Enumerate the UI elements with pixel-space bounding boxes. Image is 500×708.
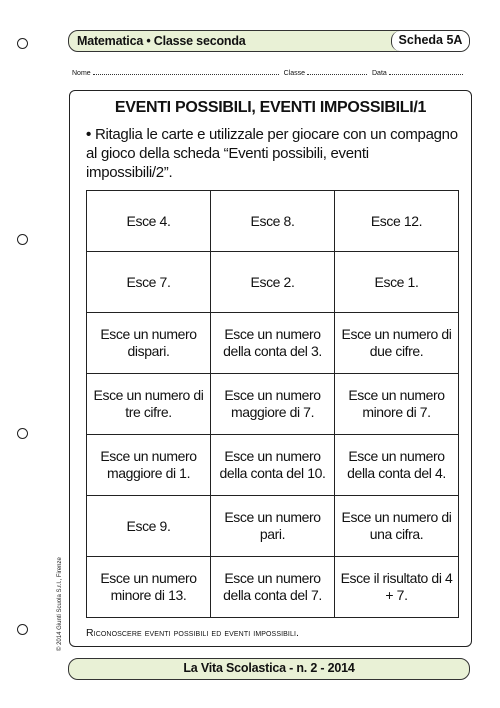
cards-grid bbox=[86, 190, 459, 618]
card: Esce 1. bbox=[335, 252, 459, 313]
learning-objective: Riconoscere eventi possibili ed eventi impossibili. bbox=[86, 627, 300, 639]
date-label: Data bbox=[372, 70, 387, 77]
date-field[interactable] bbox=[389, 67, 463, 75]
card-row bbox=[87, 496, 459, 557]
binder-hole-top bbox=[17, 38, 28, 49]
class-label: Classe bbox=[283, 70, 306, 77]
binder-hole-upper-middle bbox=[17, 234, 28, 245]
card-row bbox=[87, 435, 459, 496]
footer-bar: La Vita Scolastica - n. 2 - 2014 bbox=[68, 658, 470, 680]
card: Esce un numero della conta del 7. bbox=[211, 557, 335, 618]
card: Esce 12. bbox=[335, 191, 459, 252]
card: Esce un numero di tre cifre. bbox=[87, 374, 211, 435]
card: Esce 2. bbox=[211, 252, 335, 313]
header-subject: Matematica • Classe seconda bbox=[77, 34, 246, 48]
card-row bbox=[87, 313, 459, 374]
bullet-icon: • bbox=[86, 126, 91, 143]
card: Esce un numero minore di 7. bbox=[335, 374, 459, 435]
card: Esce 9. bbox=[87, 496, 211, 557]
card: Esce un numero pari. bbox=[211, 496, 335, 557]
worksheet-frame bbox=[69, 90, 472, 647]
card: Esce un numero maggiore di 1. bbox=[87, 435, 211, 496]
name-field[interactable] bbox=[93, 67, 279, 75]
class-field[interactable] bbox=[307, 67, 367, 75]
student-info-line bbox=[72, 67, 472, 79]
copyright-notice: © 2014 Giunti Scuola S.r.l., Firenze bbox=[57, 557, 63, 651]
card-row bbox=[87, 252, 459, 313]
instruction-text: Ritaglia le carte e utilizzale per giocare con un compagno al gioco della scheda “Eventi possibili, eventi impossibili/2”. bbox=[86, 126, 458, 181]
worksheet-title: EVENTI POSSIBILI, EVENTI IMPOSSIBILI/1 bbox=[114, 99, 427, 116]
card: Esce un numero della conta del 10. bbox=[211, 435, 335, 496]
binder-hole-lower-middle bbox=[17, 428, 28, 439]
card-row bbox=[87, 557, 459, 618]
binder-hole-bottom bbox=[17, 624, 28, 635]
card: Esce un numero minore di 13. bbox=[87, 557, 211, 618]
card: Esce un numero della conta del 4. bbox=[335, 435, 459, 496]
name-label: Nome bbox=[72, 70, 91, 77]
card: Esce 4. bbox=[87, 191, 211, 252]
card: Esce un numero di due cifre. bbox=[335, 313, 459, 374]
card-row bbox=[87, 374, 459, 435]
sheet-label: Scheda 5A bbox=[391, 31, 469, 51]
card-row bbox=[87, 191, 459, 252]
instruction bbox=[86, 125, 458, 182]
card: Esce un numero della conta del 3. bbox=[211, 313, 335, 374]
card: Esce il risultato di 4 + 7. bbox=[335, 557, 459, 618]
header-bar bbox=[68, 30, 470, 52]
card: Esce 8. bbox=[211, 191, 335, 252]
card: Esce un numero maggiore di 7. bbox=[211, 374, 335, 435]
card: Esce un numero di una cifra. bbox=[335, 496, 459, 557]
card: Esce 7. bbox=[87, 252, 211, 313]
card: Esce un numero dispari. bbox=[87, 313, 211, 374]
